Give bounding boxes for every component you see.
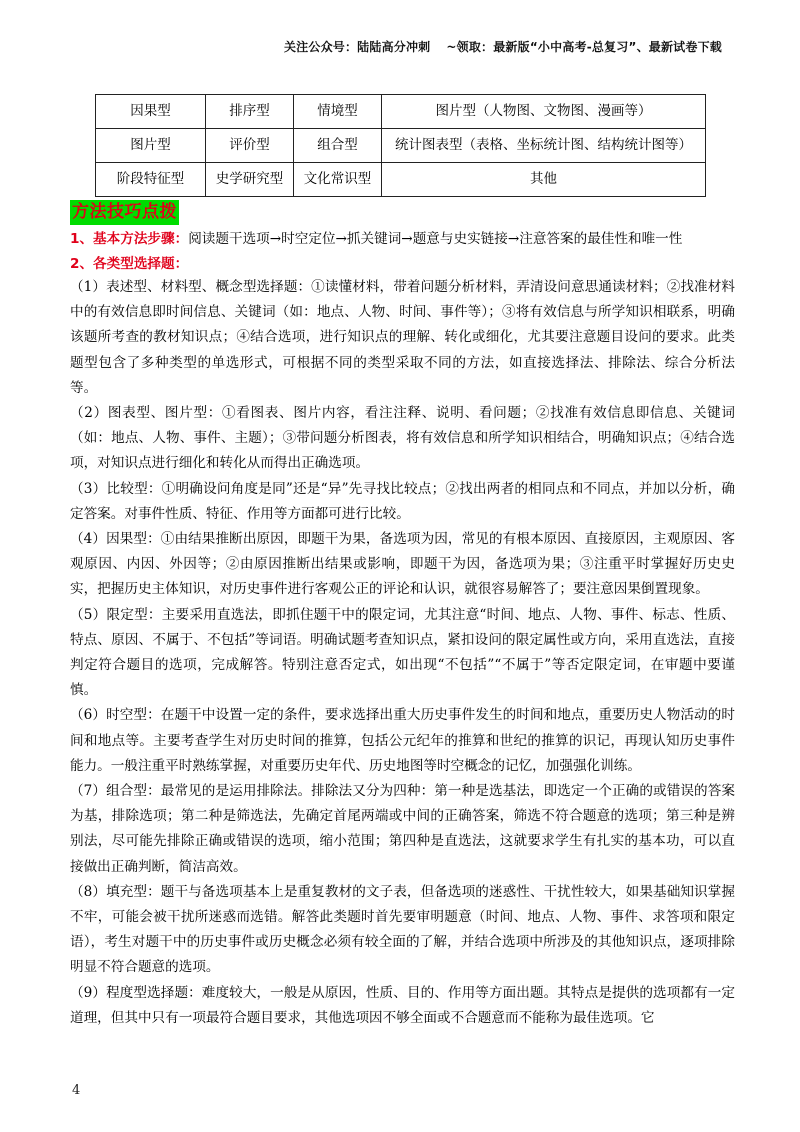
table-row (96, 129, 706, 163)
page-header (284, 38, 722, 55)
header-promo: ~领取：最新版“小中高考-总复习”、最新试卷下载 (446, 40, 722, 54)
table-cell: 史学研究型 (206, 163, 294, 197)
table-cell: 统计图表型（表格、坐标统计图、结构统计图等） (382, 129, 706, 163)
step1-label: 1、基本方法步骤： (70, 231, 189, 247)
step1-text: 阅读题干选项→时空定位→抓关键词→题意与史实链接→注意答案的最佳性和唯一性 (188, 231, 683, 247)
paragraph-type-1: （1）表述型、材料型、概念型选择题：①读懂材料，带着问题分析材料，弄清设问意思通读材料；②找准材料中的有效信息即时间信息、关键词（如：地点、人物、时间、事件等）；③将有效信息与所学知识相联系，明确该题所考查的教材知识点；④结合选项，进行知识点的理解、转化或细化，尤其要注意题目设问的要求。此类题型包含了多种类型的单选形式，可根据不同的类型采取不同的方法，如直接选择法、排除法、综合分析法等。 (70, 279, 735, 396)
table-cell: 文化常识型 (294, 163, 382, 197)
header-account: 关注公众号：陆陆高分冲刺 (283, 40, 431, 54)
table-cell: 图片型（人物图、文物图、漫画等） (382, 95, 706, 129)
page-number: 4 (72, 1083, 81, 1098)
table-cell: 图片型 (96, 129, 206, 163)
question-types-heading (70, 253, 735, 275)
main-content (70, 200, 735, 1031)
table-cell: 因果型 (96, 95, 206, 129)
table-row (96, 163, 706, 197)
paragraph-type-4: （4）因果型：①由结果推断出原因，即题干为果，备选项为因，常见的有根本原因、直接原因，主观原因、客观原因、内因、外因等；②由原因推断出结果或影响，即题干为因，备选项为果；③注重平时掌握好历史史实，把握历史主体知识，对历史事件进行客观公正的评论和认识，就很容易解答了；要注意因果倒置现象。 (70, 531, 735, 598)
question-type-table (95, 94, 706, 197)
paragraph-type-5: （5）限定型：主要采用直选法，即抓住题干中的限定词，尤其注意“时间、地点、人物、事件、标志、性质、特点、原因、不属于、不包括”等词语。明确试题考查知识点，紧扣设问的限定属性或方向，采用直选法，直接判定符合题目的选项，完成解答。特别注意否定式，如出现“不包括”“不属于”等否定限定词，在审题中要谨慎。 (70, 606, 735, 699)
paragraph-type-3: （3）比较型：①明确设问角度是同”还是“异”先寻找比较点；②找出两者的相同点和不同点，并加以分析，确定答案。对事件性质、特征、作用等方面都可进行比较。 (70, 480, 735, 522)
section-title: 方法技巧点拨 (70, 200, 179, 225)
paragraph-type-8: （8）填充型：题干与备选项基本上是重复教材的文子表，但备选项的迷惑性、干扰性较大，如果基础知识掌握不牢，可能会被干扰所迷惑而选错。解答此类题时首先要审明题意（时间、地点、人物、事件、求答项和限定语），考生对题干中的历史事件或历史概念必须有较全面的了解，并结合选项中所涉及的其他知识点，逐项排除明显不符合题意的选项。 (70, 883, 735, 976)
table-cell: 组合型 (294, 129, 382, 163)
paragraph-type-9: （9）程度型选择题：难度较大，一般是从原因，性质、目的、作用等方面出题。其特点是提供的选项都有一定道理，但其中只有一项最符合题目要求，其他选项因不够全面或不合题意而不能称为最佳选项。它 (70, 984, 735, 1026)
basic-steps (70, 228, 735, 250)
table-cell: 评价型 (206, 129, 294, 163)
paragraph-type-6: （6）时空型：在题干中设置一定的条件，要求选择出重大历史事件发生的时间和地点，重要历史人物活动的时间和地点等。主要考查学生对历史时间的推算，包括公元纪年的推算和世纪的推算的识记，再现认知历史事件能力。一般注重平时熟练掌握，对重要历史年代、历史地图等时空概念的记忆，加强强化训练。 (70, 707, 735, 774)
table-cell: 排序型 (206, 95, 294, 129)
paragraph-type-2: （2）图表型、图片型：①看图表、图片内容，看注注释、说明、看问题；②找准有效信息即信息、关键词（如：地点、人物、事件、主题）；③带问题分析图表，将有效信息和所学知识相结合，明确知识点；④结合选项，对知识点进行细化和转化从而得出正确选项。 (70, 405, 735, 472)
step2-label: 2、各类型选择题： (70, 256, 189, 272)
table-cell: 阶段特征型 (96, 163, 206, 197)
table-cell: 情境型 (294, 95, 382, 129)
table-row (96, 95, 706, 129)
table-cell: 其他 (382, 163, 706, 197)
paragraph-type-7: （7）组合型：最常见的是运用排除法。排除法又分为四种：第一种是选基法，即选定一个正确的或错误的答案为基，排除选项；第二种是筛选法，先确定首尾两端或中间的正确答案，筛选不符合题意的选项；第三种是辨别法，尽可能先排除正确或错误的选项，缩小范围；第四种是直选法，这就要求学生有扎实的基本功，可以直接做出正确判断，简洁高效。 (70, 783, 735, 875)
